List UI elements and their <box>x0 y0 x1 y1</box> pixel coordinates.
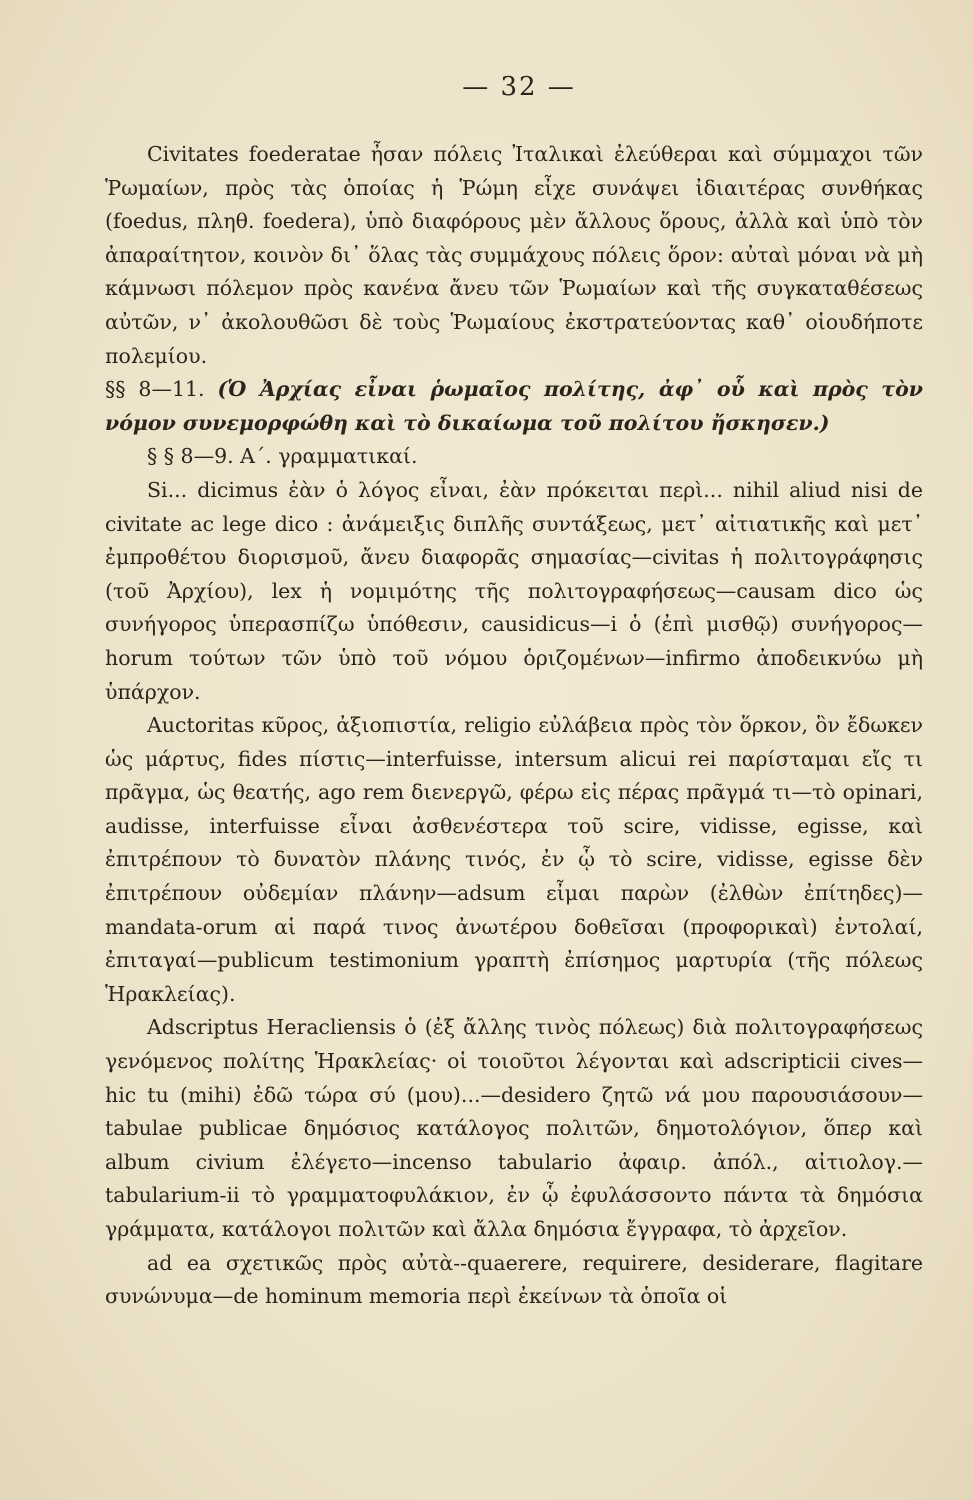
heading-title: (Ὁ Ἀρχίας εἶναι ῥωμαῖος πολίτης, ἀφ᾿ οὗ καὶ πρὸς τὸν νόμον συνεμορφώθη καὶ τὸ δικαίωμα τοῦ πολίτου ἤσκησεν.) <box>105 377 923 435</box>
paragraph-ad-ea: ad ea σχετικῶς πρὸς αὐτὰ--quaerere, requirere, desiderare, flagitare συνώνυμα—de hominum memoria περὶ ἐκείνων τὰ ὁποῖα οἱ <box>105 1250 923 1309</box>
subsection-heading: § § 8—9. Α΄. γραμματικαί. <box>147 444 418 469</box>
paragraph-adscriptus: Adscriptus Heracliensis ὁ (ἐξ ἄλλης τινὸς πόλεως) διὰ πολιτογραφήσεως γενόμενος πολίτης Ἡρακλείας· οἱ τοιοῦτοι λέγονται καὶ adscripticii cives—hic tu (mihi) ἐδῶ τώρα σύ (μου)...—desidero ζητῶ νά μου παρουσιάσουν—tabulae publicae δημόσιος κατάλογος πολιτῶν, δημοτολόγιον, ὅπερ καὶ album civium ἐλέγετο—incenso tabulario ἀφαιρ. ἀπόλ., αἰτιολογ.—tabularium-ii τὸ γραμματοφυλάκιον, ἐν ᾧ ἐφυλάσσοντο πάντα τὰ δημόσια γράμματα, κατάλογοι πολιτῶν καὶ ἄλλα δημόσια ἔγγραφα, τὸ ἀρχεῖον. <box>105 1015 923 1241</box>
heading-reference: §§ 8—11. <box>105 377 205 402</box>
paragraph-auctoritas: Auctoritas κῦρος, ἀξιοπιστία, religio εὐλάβεια πρὸς τὸν ὅρκον, ὃν ἔδωκεν ὡς μάρτυς, fides πίστις—interfuisse, intersum alicui rei παρίσταμαι εἴς τι πρᾶγμα, ὡς θεατής, ago rem διενεργῶ, φέρω εἰς πέρας πρᾶγμά τι—τὸ opinari, audisse, interfuisse εἶναι ἀσθενέστερα τοῦ scire, vidisse, egisse, καὶ ἐπιτρέπουν τὸ δυνατὸν πλάνης τινός, ἐν ᾧ τὸ scire, vidisse, egisse δὲν ἐπιτρέπουν οὐδεμίαν πλάνην—adsum εἶμαι παρὼν (ἐλθὼν ἐπίτηδες)—mandata-orum αἱ παρά τινος ἀνωτέρου δοθεῖσαι (προφορικαὶ) ἐντολαί, ἐπιταγαί—publicum testimonium γραπτὴ ἐπίσημος μαρτυρία (τῆς πόλεως Ἡρακλείας). <box>105 713 923 1006</box>
page-number: — 32 — <box>462 72 576 102</box>
section-heading <box>105 373 923 440</box>
paragraph-grammatical-notes: Si... dicimus ἐὰν ὁ λόγος εἶναι, ἐὰν πρόκειται περὶ... nihil aliud nisi de civitate ac lege dico : ἀνάμειξις διπλῆς συντάξεως, μετ᾿ αἰτιατικῆς καὶ μετ᾿ ἐμπροθέτου διορισμοῦ, ἄνευ διαφορᾶς σημασίας—civitas ἡ πολιτογράφησις (τοῦ Ἀρχίου), lex ἡ νομιμότης τῆς πολιτογραφήσεως—causam dico ὡς συνήγορος ὑπερασπίζω ὑπόθεσιν, causidicus—i ὁ (ἐπὶ μισθῷ) συνήγορος—horum τούτων τῶν ὑπὸ τοῦ νόμου ὁριζομένων—infirmo ἀποδεικνύω μὴ ὑπάρχον. <box>105 477 923 704</box>
paragraph-civitates-foederatae: Civitates foederatae ἦσαν πόλεις Ἰταλικαὶ ἐλεύθεραι καὶ σύμμαχοι τῶν Ῥωμαίων, πρὸς τὰς ὁποίας ἡ Ῥώμη εἶχε συνάψει ἰδιαιτέρας συνθήκας (foedus, πληθ. foedera), ὑπὸ διαφόρους μὲν ἄλλους ὅρους, ἀλλὰ καὶ ὑπὸ τὸν ἀπαραίτητον, κοινὸν δι᾿ ὅλας τὰς συμμάχους πόλεις ὅρον: αὐταὶ μόναι νὰ μὴ κάμνωσι πόλεμον πρὸς κανένα ἄνευ τῶν Ῥωμαίων καὶ τῆς συγκαταθέσεως αὐτῶν, ν᾿ ἀκολουθῶσι δὲ τοὺς Ῥωμαίους ἐκστρατεύοντας καθ᾿ οἱουδήποτε πολεμίου. <box>105 142 923 368</box>
body-text <box>105 138 923 1314</box>
